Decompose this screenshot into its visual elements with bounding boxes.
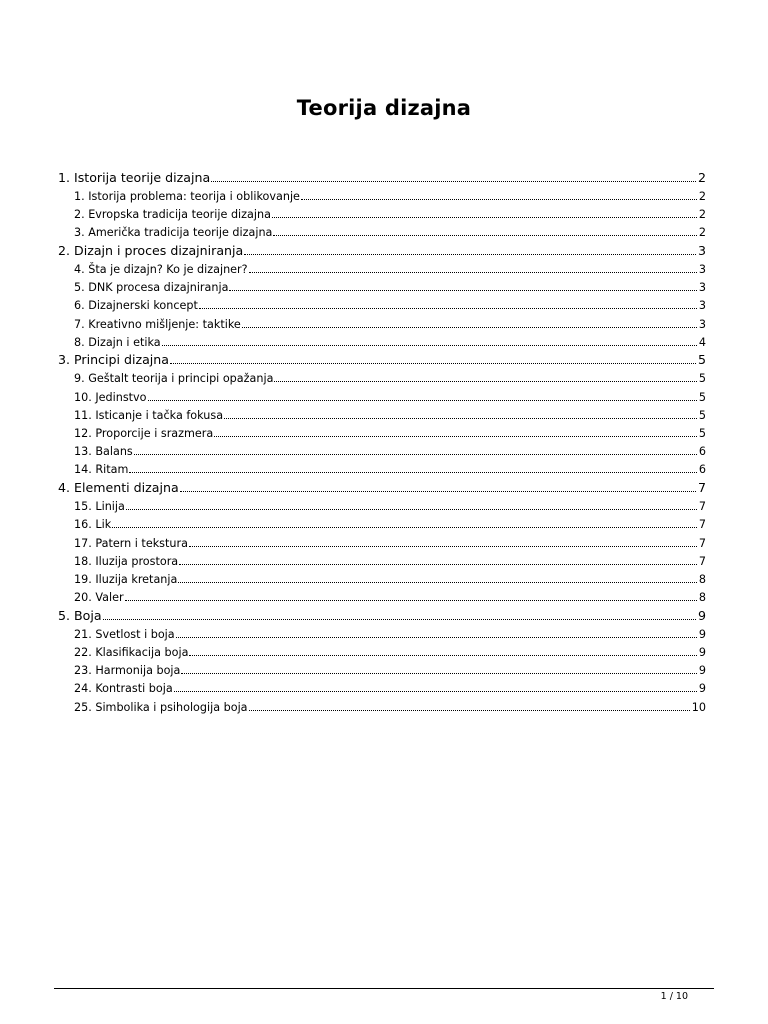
toc-entry-title: 18. Iluzija prostora [74,554,179,568]
toc-entry-title: 12. Proporcije i srazmera [74,427,214,441]
toc-subsection-entry[interactable] [58,185,706,203]
toc-dot-leader [224,417,697,419]
toc-subsection-entry[interactable] [58,294,706,312]
toc-entry-title: 21. Svetlost i boja [74,627,175,641]
toc-dot-leader [179,563,697,565]
toc-entry-title: 2. Evropska tradicija teorije dizajna [74,207,271,221]
toc-entry-page: 2 [698,189,706,203]
toc-entry-page: 7 [698,500,706,514]
toc-subsection-entry[interactable] [58,203,706,221]
toc-dot-leader [129,471,697,473]
toc-entry-page: 9 [698,682,706,696]
toc-dot-leader [199,307,697,309]
toc-dot-leader [273,234,696,236]
toc-entry-page: 9 [698,646,706,660]
toc-dot-leader [189,545,697,547]
toc-subsection-entry[interactable] [58,495,706,513]
toc-entry-page: 4 [698,335,706,349]
toc-entry-page: 3 [698,262,706,276]
toc-entry-title: 2. Dizajn i proces dizajniranja [58,242,244,258]
toc-dot-leader [126,508,697,510]
toc-dot-leader [244,253,696,255]
toc-entry-page: 10 [691,700,706,714]
toc-section-entry[interactable] [58,349,706,368]
toc-entry-page: 5 [697,352,706,368]
toc-dot-leader [170,362,696,364]
toc-dot-leader [125,599,697,601]
toc-subsection-entry[interactable] [58,312,706,330]
toc-entry-title: 10. Jedinstvo [74,390,147,404]
toc-subsection-entry[interactable] [58,276,706,294]
toc-entry-page: 5 [698,427,706,441]
toc-entry-page: 3 [698,299,706,313]
toc-entry-title: 20. Valer [74,591,124,605]
toc-entry-title: 7. Kreativno mišljenje: taktike [74,317,241,331]
toc-entry-title: 22. Klasifikacija boja [74,646,189,660]
toc-dot-leader [112,526,697,528]
toc-entry-page: 8 [698,572,706,586]
toc-subsection-entry[interactable] [58,513,706,531]
toc-subsection-entry[interactable] [58,367,706,385]
toc-entry-page: 6 [698,463,706,477]
toc-dot-leader [174,690,697,692]
toc-dot-leader [274,380,696,382]
toc-section-entry[interactable] [58,604,706,623]
toc-dot-leader [181,672,696,674]
toc-section-entry[interactable] [58,166,706,185]
toc-dot-leader [249,271,697,273]
toc-subsection-entry[interactable] [58,695,706,713]
toc-entry-page: 7 [698,554,706,568]
toc-entry-title: 5. Boja [58,607,102,623]
toc-entry-title: 23. Harmonija boja [74,664,181,678]
toc-entry-title: 11. Isticanje i tačka fokusa [74,408,224,422]
toc-dot-leader [272,216,697,218]
toc-entry-title: 3. Principi dizajna [58,352,169,368]
toc-entry-page: 7 [697,480,706,495]
toc-dot-leader [178,581,697,583]
toc-dot-leader [214,435,697,437]
toc-entry-title: 13. Balans [74,445,133,459]
toc-entry-page: 7 [698,518,706,532]
toc-entry-title: 4. Šta je dizajn? Ko je dizajner? [74,262,248,276]
toc-subsection-entry[interactable] [58,440,706,458]
toc-subsection-entry[interactable] [58,659,706,677]
toc-entry-page: 7 [698,536,706,550]
toc-entry-title: 8. Dizajn i etika [74,335,161,349]
toc-section-entry[interactable] [58,476,706,495]
toc-entry-title: 6. Dizajnerski koncept [74,299,198,313]
toc-entry-title: 9. Geštalt teorija i principi opažanja [74,372,274,386]
toc-subsection-entry[interactable] [58,331,706,349]
toc-entry-page: 5 [698,390,706,404]
toc-dot-leader [249,709,690,711]
toc-entry-title: 3. Američka tradicija teorije dizajna [74,226,273,240]
toc-dot-leader [134,453,697,455]
toc-subsection-entry[interactable] [58,531,706,549]
toc-dot-leader [301,198,697,200]
toc-dot-leader [162,344,697,346]
toc-entry-title: 1. Istorija problema: teorija i oblikovanje [74,189,300,203]
toc-subsection-entry[interactable] [58,550,706,568]
toc-entry-title: 16. Lik [74,518,112,532]
toc-subsection-entry[interactable] [58,641,706,659]
toc-subsection-entry[interactable] [58,568,706,586]
toc-entry-page: 5 [698,408,706,422]
toc-entry-page: 3 [697,242,706,258]
toc-entry-page: 3 [698,317,706,331]
toc-entry-page: 2 [698,207,706,221]
toc-entry-page: 9 [697,607,706,623]
toc-subsection-entry[interactable] [58,221,706,239]
toc-entry-page: 3 [698,281,706,295]
toc-entry-title: 17. Patern i tekstura [74,536,188,550]
toc-dot-leader [148,399,697,401]
toc-entry-page: 8 [698,591,706,605]
toc-dot-leader [211,180,696,182]
toc-subsection-entry[interactable] [58,677,706,695]
toc-dot-leader [103,618,696,620]
toc-entry-page: 5 [698,372,706,386]
toc-entry-page: 9 [698,627,706,641]
toc-entry-title: 5. DNK procesa dizajniranja [74,281,229,295]
table-of-contents [58,166,706,714]
toc-dot-leader [189,654,696,656]
toc-entry-page: 2 [697,169,706,185]
document-title: Teorija dizajna [296,96,472,120]
toc-entry-page: 9 [698,664,706,678]
toc-entry-page: 2 [698,226,706,240]
toc-entry-title: 4. Elementi dizajna [58,480,179,495]
toc-entry-title: 19. Iluzija kretanja [74,572,178,586]
toc-entry-title: 15. Linija [74,500,125,514]
toc-entry-title: 25. Simbolika i psihologija boja [74,700,248,714]
toc-dot-leader [229,289,696,291]
page-number: 1 / 10 [660,991,688,1002]
toc-entry-title: 1. Istorija teorije dizajna [58,169,211,185]
toc-section-entry[interactable] [58,239,706,258]
toc-entry-title: 24. Kontrasti boja [74,682,173,696]
footer-divider [54,988,714,989]
toc-subsection-entry[interactable] [58,458,706,476]
toc-subsection-entry[interactable] [58,623,706,641]
toc-entry-page: 6 [698,445,706,459]
toc-subsection-entry[interactable] [58,385,706,403]
toc-subsection-entry[interactable] [58,404,706,422]
toc-subsection-entry[interactable] [58,422,706,440]
toc-entry-title: 14. Ritam [74,463,129,477]
toc-dot-leader [242,326,697,328]
toc-dot-leader [180,490,696,492]
toc-dot-leader [176,636,697,638]
toc-subsection-entry[interactable] [58,258,706,276]
toc-subsection-entry[interactable] [58,586,706,604]
